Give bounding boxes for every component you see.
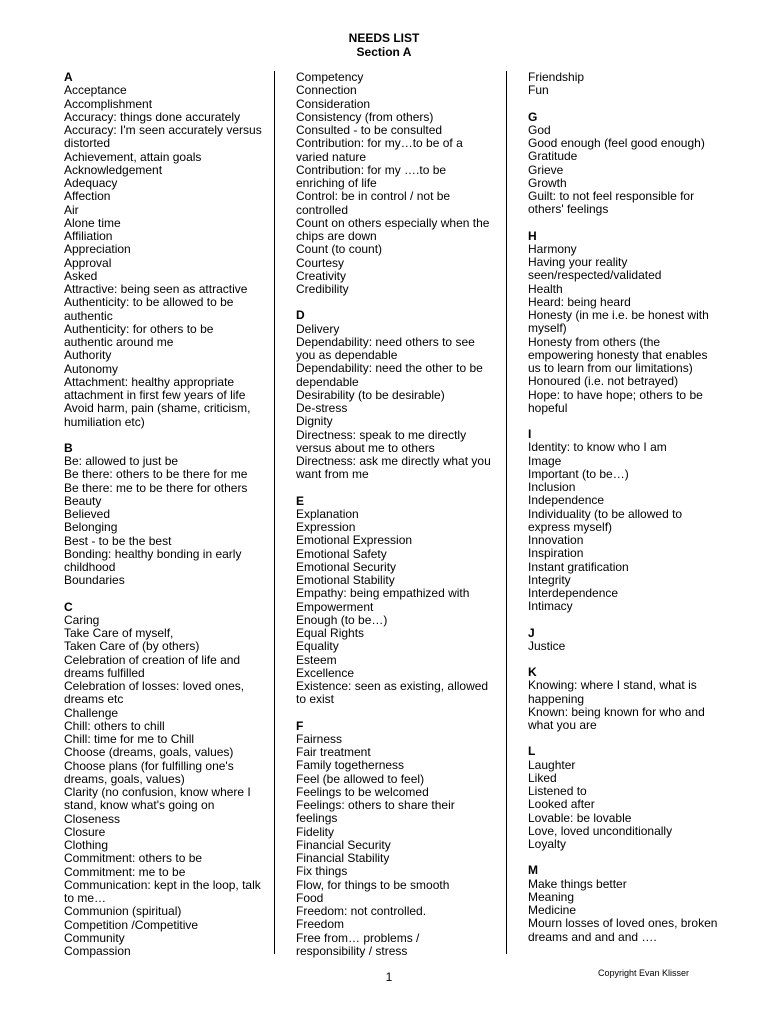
need-item: Compassion (64, 944, 131, 958)
need-item: Lovable: be lovable (528, 810, 632, 825)
need-item: Liked (528, 770, 557, 785)
need-item: Health (528, 281, 563, 296)
need-item: Delivery (296, 321, 340, 336)
need-item: Fun (528, 83, 549, 98)
need-item: Having your reality seen/respected/validated (528, 255, 662, 283)
need-item: Clothing (64, 838, 109, 852)
need-item: Emotional Expression (296, 533, 413, 548)
title-subheading: Section A (356, 45, 412, 59)
need-item: Integrity (528, 572, 571, 587)
need-item: Equal Rights (296, 626, 365, 640)
need-item: Closure (64, 824, 106, 839)
need-item: Feelings to be welcomed (296, 784, 429, 799)
need-item: Medicine (528, 903, 577, 917)
need-item: Chill: time for me to Chill (64, 732, 195, 746)
need-item: Financial Security (296, 837, 391, 852)
needs-section (296, 495, 492, 707)
need-item: Emotional Stability (296, 573, 395, 587)
need-item: Authority (64, 348, 112, 363)
need-item: Consulted - to be consulted (296, 123, 443, 137)
need-item: Boundaries (64, 573, 125, 588)
needs-section (528, 111, 718, 217)
need-item: Existence: seen as existing, allowed to exist (296, 679, 489, 707)
need-item: Alone time (64, 215, 121, 230)
need-item: Independence (528, 493, 605, 508)
column-1 (64, 71, 264, 958)
need-item: Make things better (528, 876, 627, 891)
need-item: Best - to be the best (64, 533, 172, 548)
need-item: Dependability: need the other to be dependable (296, 361, 483, 389)
need-item: Honoured (i.e. not betrayed) (528, 374, 679, 389)
need-item: Asked (64, 268, 98, 283)
need-item: Known: being known for who and what you are (528, 704, 705, 732)
section-letter: D (296, 308, 305, 323)
need-item: Adequacy (64, 176, 118, 190)
section-letter: G (528, 109, 538, 124)
need-item: Individuality (to be allowed to express myself) (528, 506, 683, 534)
need-item: Love, loved unconditionally (528, 823, 673, 838)
need-item: Important (to be…) (528, 466, 629, 481)
needs-section (528, 627, 718, 654)
needs-section (296, 71, 492, 296)
need-item: Be there: me to be there for others (64, 480, 248, 495)
need-item: Flow, for things to be smooth (296, 877, 450, 892)
need-item: Intimacy (528, 599, 573, 614)
need-item: Attractive: being seen as attractive (64, 282, 248, 296)
need-item: Autonomy (64, 361, 119, 376)
need-item: Count on others especially when the chips are down (296, 215, 490, 243)
need-item: Grieve (528, 162, 564, 177)
need-item: Instant gratification (528, 559, 629, 574)
need-item: Clarity (no confusion, know where I stand, know what's going on (64, 785, 251, 813)
need-item: Growth (528, 175, 567, 190)
section-letter: K (528, 665, 537, 679)
needs-section (64, 601, 264, 959)
need-item: Food (296, 890, 324, 905)
need-item: Feel (be allowed to feel) (296, 771, 425, 786)
need-item: Communion (spiritual) (64, 904, 182, 919)
need-item: Beauty (64, 493, 102, 508)
needs-section (528, 666, 718, 732)
need-item: Celebration of creation of life and dreams fulfilled (64, 652, 241, 680)
section-letter: A (64, 70, 73, 84)
need-item: Honesty (in me i.e. be honest with myself) (528, 308, 709, 336)
section-letter: C (64, 599, 73, 614)
need-item: Take Care of myself, (64, 626, 174, 640)
need-item: Harmony (528, 241, 577, 256)
column-divider-2 (506, 71, 507, 954)
need-item: Competition /Competitive (64, 917, 199, 932)
need-item: Identity: to know who I am (528, 440, 667, 455)
need-item: Image (528, 453, 562, 468)
copyright-notice: Copyright Evan Klisser (598, 968, 690, 978)
need-item: Air (64, 202, 79, 217)
need-item: Commitment: me to be (64, 864, 186, 879)
section-letter: L (528, 744, 536, 759)
need-item: Hope: to have hope; others to be hopeful (528, 387, 703, 415)
column-3 (528, 71, 718, 944)
need-item: Feelings: others to share their feelings (296, 798, 455, 826)
title-heading: NEEDS LIST (348, 31, 420, 45)
need-item: Looked after (528, 797, 595, 812)
page-title (0, 31, 768, 59)
need-item: Credibility (296, 282, 349, 296)
need-item: Commitment: others to be (64, 851, 203, 866)
need-item: Contribution: for my ….to be enriching of life (296, 162, 447, 190)
need-item: Mourn losses of loved ones, broken dreams and and and …. (528, 916, 718, 944)
section-letter: J (528, 625, 535, 640)
column-divider-1 (274, 71, 275, 954)
section-letter: B (64, 440, 73, 455)
need-item: Listened to (528, 784, 587, 798)
need-item: Control: be in control / not be controlled (296, 189, 451, 217)
need-item: Approval (64, 255, 112, 270)
need-item: Family togetherness (296, 758, 405, 773)
section-letter: I (528, 427, 532, 441)
needs-section (296, 720, 492, 959)
needs-section (528, 71, 718, 98)
need-item: Explanation (296, 506, 359, 521)
needs-section (528, 428, 718, 614)
need-item: Believed (64, 507, 111, 521)
page-number: 1 (385, 970, 393, 984)
need-item: Inspiration (528, 546, 584, 561)
need-item: Competency (296, 70, 364, 84)
need-item: Enough (to be…) (296, 612, 388, 627)
need-item: Celebration of losses: loved ones, dreams etc (64, 679, 245, 707)
need-item: Emotional Safety (296, 546, 387, 561)
need-item: Fix things (296, 864, 348, 879)
need-item: Acceptance (64, 83, 127, 98)
need-item: Directness: speak to me directly versus about me to others (296, 427, 467, 455)
need-item: Courtesy (296, 255, 345, 270)
need-item: Count (to count) (296, 242, 383, 257)
need-item: Community (64, 930, 125, 945)
need-item: Guilt: to not feel responsible for others' feelings (528, 189, 695, 217)
need-item: Taken Care of (by others) (64, 639, 200, 654)
need-item: Belonging (64, 520, 118, 535)
need-item: Heard: being heard (528, 294, 631, 309)
needs-section (64, 71, 264, 429)
need-item: Accuracy: things done accurately (64, 109, 241, 124)
need-item: Justice (528, 638, 566, 653)
need-item: Avoid harm, pain (shame, criticism, humiliation etc) (64, 401, 251, 429)
need-item: Honesty from others (the empowering honesty that enables us to learn from our limitations) (528, 334, 708, 375)
section-letter: M (528, 863, 538, 878)
need-item: Excellence (296, 665, 355, 680)
need-item: Inclusion (528, 480, 576, 494)
need-item: Acknowledgement (64, 162, 163, 177)
need-item: Choose plans (for fulfilling one's dreams, goals, values) (64, 758, 234, 786)
need-item: Closeness (64, 811, 121, 826)
need-item: Appreciation (64, 242, 131, 257)
need-item: Attachment: healthy appropriate attachment in first few years of life (64, 374, 246, 402)
need-item: Expression (296, 520, 356, 534)
need-item: Authenticity: for others to be authentic around me (64, 321, 214, 349)
need-item: Innovation (528, 533, 584, 547)
need-item: Emotional Security (296, 559, 397, 574)
need-item: Be: allowed to just be (64, 454, 179, 468)
need-item: Friendship (528, 70, 585, 84)
need-item: Financial Stability (296, 851, 390, 865)
need-item: Empathy: being empathized with (296, 586, 470, 601)
need-item: Meaning (528, 889, 575, 904)
need-item: Consideration (296, 96, 371, 111)
need-item: Dependability: need others to see you as dependable (296, 334, 475, 362)
need-item: Accuracy: I'm seen accurately versus distorted (64, 123, 262, 151)
need-item: Laughter (528, 757, 576, 772)
need-item: Fair treatment (296, 745, 371, 759)
need-item: Good enough (feel good enough) (528, 136, 705, 150)
need-item: Gratitude (528, 149, 578, 164)
need-item: De-stress (296, 401, 348, 415)
need-item: Communication: kept in the loop, talk to me… (64, 877, 261, 905)
need-item: Equality (296, 639, 339, 654)
needs-section (528, 745, 718, 851)
need-item: Fidelity (296, 824, 335, 839)
need-item: Desirability (to be desirable) (296, 387, 445, 402)
need-item: Free from… problems / responsibility / stress (296, 930, 420, 958)
need-item: Be there: others to be there for me (64, 467, 248, 482)
need-item: Creativity (296, 268, 347, 283)
need-item: Challenge (64, 705, 119, 720)
need-item: Caring (64, 612, 100, 627)
need-item: God (528, 122, 551, 137)
need-item: Choose (dreams, goals, values) (64, 745, 234, 760)
section-letter: H (528, 228, 537, 243)
column-2 (296, 71, 492, 958)
need-item: Fairness (296, 731, 343, 746)
need-item: Chill: others to chill (64, 718, 165, 733)
need-item: Loyalty (528, 837, 567, 851)
needs-section (528, 230, 718, 416)
need-item: Affiliation (64, 229, 113, 243)
need-item: Authenticity: to be allowed to be authentic (64, 295, 234, 323)
need-item: Dignity (296, 414, 333, 429)
need-item: Contribution: for my…to be of a varied nature (296, 136, 463, 164)
needs-section (64, 442, 264, 588)
needs-section (296, 309, 492, 481)
need-item: Directness: ask me directly what you want from me (296, 454, 491, 482)
need-item: Bonding: healthy bonding in early childhood (64, 546, 242, 574)
need-item: Affection (64, 189, 111, 204)
section-letter: F (296, 718, 304, 733)
section-letter: E (296, 493, 305, 508)
need-item: Achievement, attain goals (64, 149, 202, 164)
need-item: Connection (296, 83, 357, 98)
needs-section (528, 864, 718, 944)
need-item: Consistency (from others) (296, 109, 434, 124)
need-item: Interdependence (528, 586, 619, 600)
need-item: Accomplishment (64, 96, 153, 111)
need-item: Esteem (296, 652, 337, 667)
need-item: Empowerment (296, 599, 374, 614)
need-item: Freedom: not controlled. (296, 904, 427, 918)
need-item: Freedom (296, 917, 345, 932)
need-item: Knowing: where I stand, what is happening (528, 678, 697, 706)
